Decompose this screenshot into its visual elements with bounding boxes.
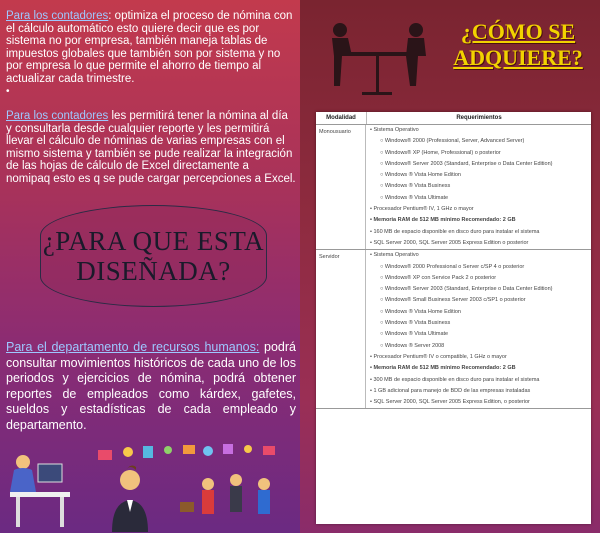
requirement-item: ○ Windows ® Vista Home Edition xyxy=(370,307,591,318)
requirement-item: ○ Windows ® Vista Ultimate xyxy=(370,329,591,340)
accountants-paragraph-2 xyxy=(6,110,296,185)
requirement-item: ○ Windows® Small Business Server 2003 c/SP1 o posterior xyxy=(370,295,591,306)
accountants-text-2: les permitirá tener la nómina al día y consultarla desde cualquier reporte y les permitirá llevar el cálculo de nóminas de varias empresas con el mismo sistema y también se pude realizar la integración de las hojas de cálculo de Excel directamente a nomipaq esto es q se pude cargar percepciones a Excel. xyxy=(6,110,296,185)
table-section xyxy=(316,250,591,409)
requirement-item: ○ Windows ® Vista Home Edition xyxy=(370,170,591,181)
modality-cell: Monousuario xyxy=(316,125,366,249)
floating-icons xyxy=(98,444,275,460)
requirement-item: ○ Windows ® Vista Business xyxy=(370,318,591,329)
accountants-link-1[interactable]: Para los contadores xyxy=(6,10,109,22)
header-requirements: Requerimientos xyxy=(456,115,502,121)
requirement-item: • Sistema Operativo xyxy=(370,250,591,261)
office-illustration xyxy=(8,442,298,532)
requirement-item: ○ Windows® 2000 (Professional, Server, Advanced Server) xyxy=(370,136,591,147)
accountants-paragraph-1 xyxy=(6,10,296,85)
requirement-item: • Procesador Pentium® IV o compatible, 1 GHz o mayor xyxy=(370,352,591,363)
requirement-item: ○ Windows® 2000 Professional o Server c/SP 4 o posterior xyxy=(370,262,591,273)
requirement-item: ○ Windows ® Vista Ultimate xyxy=(370,193,591,204)
requirement-item: • 300 MB de espacio disponible en disco duro para instalar el sistema xyxy=(370,375,591,386)
requirement-item: ○ Windows® XP (Home, Professional) o posterior xyxy=(370,148,591,159)
table-header xyxy=(316,112,591,125)
requirement-item: • Sistema Operativo xyxy=(370,125,591,136)
accountants-text-1: : optimiza el proceso de nómina con el cálculo automático esto quiere decir que es por sistema no por empresa, también maneja tablas de impuestos globales que también son por sistema y no por empresa lo que permite el ahorro de tiempo al actualizar cada trimestre. xyxy=(6,10,293,85)
requirements-table xyxy=(316,112,591,524)
requirement-item: • Memoria RAM de 512 MB mínimo Recomendado: 2 GB xyxy=(370,363,591,374)
hr-paragraph xyxy=(6,340,296,433)
requirement-item: ○ Windows ® Server 2008 xyxy=(370,341,591,352)
requirement-item: • Procesador Pentium® IV, 1 GHz o mayor xyxy=(370,204,591,215)
design-title: ¿PARA QUE ESTA DISEÑADA? xyxy=(42,226,265,286)
hr-link[interactable]: Para el departamento de recursos humanos: xyxy=(6,340,260,354)
como-title: ¿CÓMO SE ADQUIERE? xyxy=(453,19,583,70)
requirement-item: ○ Windows® Server 2003 (Standard, Enterprise o Data Center Edition) xyxy=(370,284,591,295)
design-title-box xyxy=(40,205,267,307)
desk-worker-icon xyxy=(10,455,70,527)
requirement-item: • 160 MB de espacio disponible en disco duro para instalar el sistema xyxy=(370,227,591,238)
como-title-box xyxy=(444,12,592,78)
accountants-link-2[interactable]: Para los contadores xyxy=(6,110,109,122)
requirement-item: ○ Windows ® Vista Business xyxy=(370,181,591,192)
requirement-item: ○ Windows® XP con Service Pack 2 o posterior xyxy=(370,273,591,284)
requirement-item: • SQL Server 2000, SQL Server 2005 Express Edition o posterior xyxy=(370,238,591,249)
empty-bullet: • xyxy=(6,86,10,97)
requirement-item: • Memoria RAM de 512 MB mínimo Recomendado: 2 GB xyxy=(370,215,591,226)
table-section xyxy=(316,125,591,250)
header-modality: Modalidad xyxy=(316,112,367,124)
modality-cell: Servidor xyxy=(316,250,366,408)
requirements-list xyxy=(366,125,591,249)
requirements-list xyxy=(366,250,591,408)
hr-text: podrá consultar movimientos históricos de cada uno de los periodos y ejercicios de nómina, podrá obtener reportes de empleados como kárdex, gafetes, sueldos y estadísticas de cada empleado y departamento. xyxy=(6,340,296,432)
requirement-item: • 1 GB adicional para manejo de BDD de las empresas instaladas xyxy=(370,386,591,397)
requirement-item: • SQL Server 2000, SQL Server 2005 Express Edition, o posterior xyxy=(370,397,591,408)
table-body xyxy=(316,125,591,409)
meeting-silhouette xyxy=(318,12,438,96)
requirement-item: ○ Windows® Server 2003 (Standard, Enterprise o Data Center Edition) xyxy=(370,159,591,170)
team-icon xyxy=(180,474,270,514)
businessman-icon xyxy=(112,466,148,532)
